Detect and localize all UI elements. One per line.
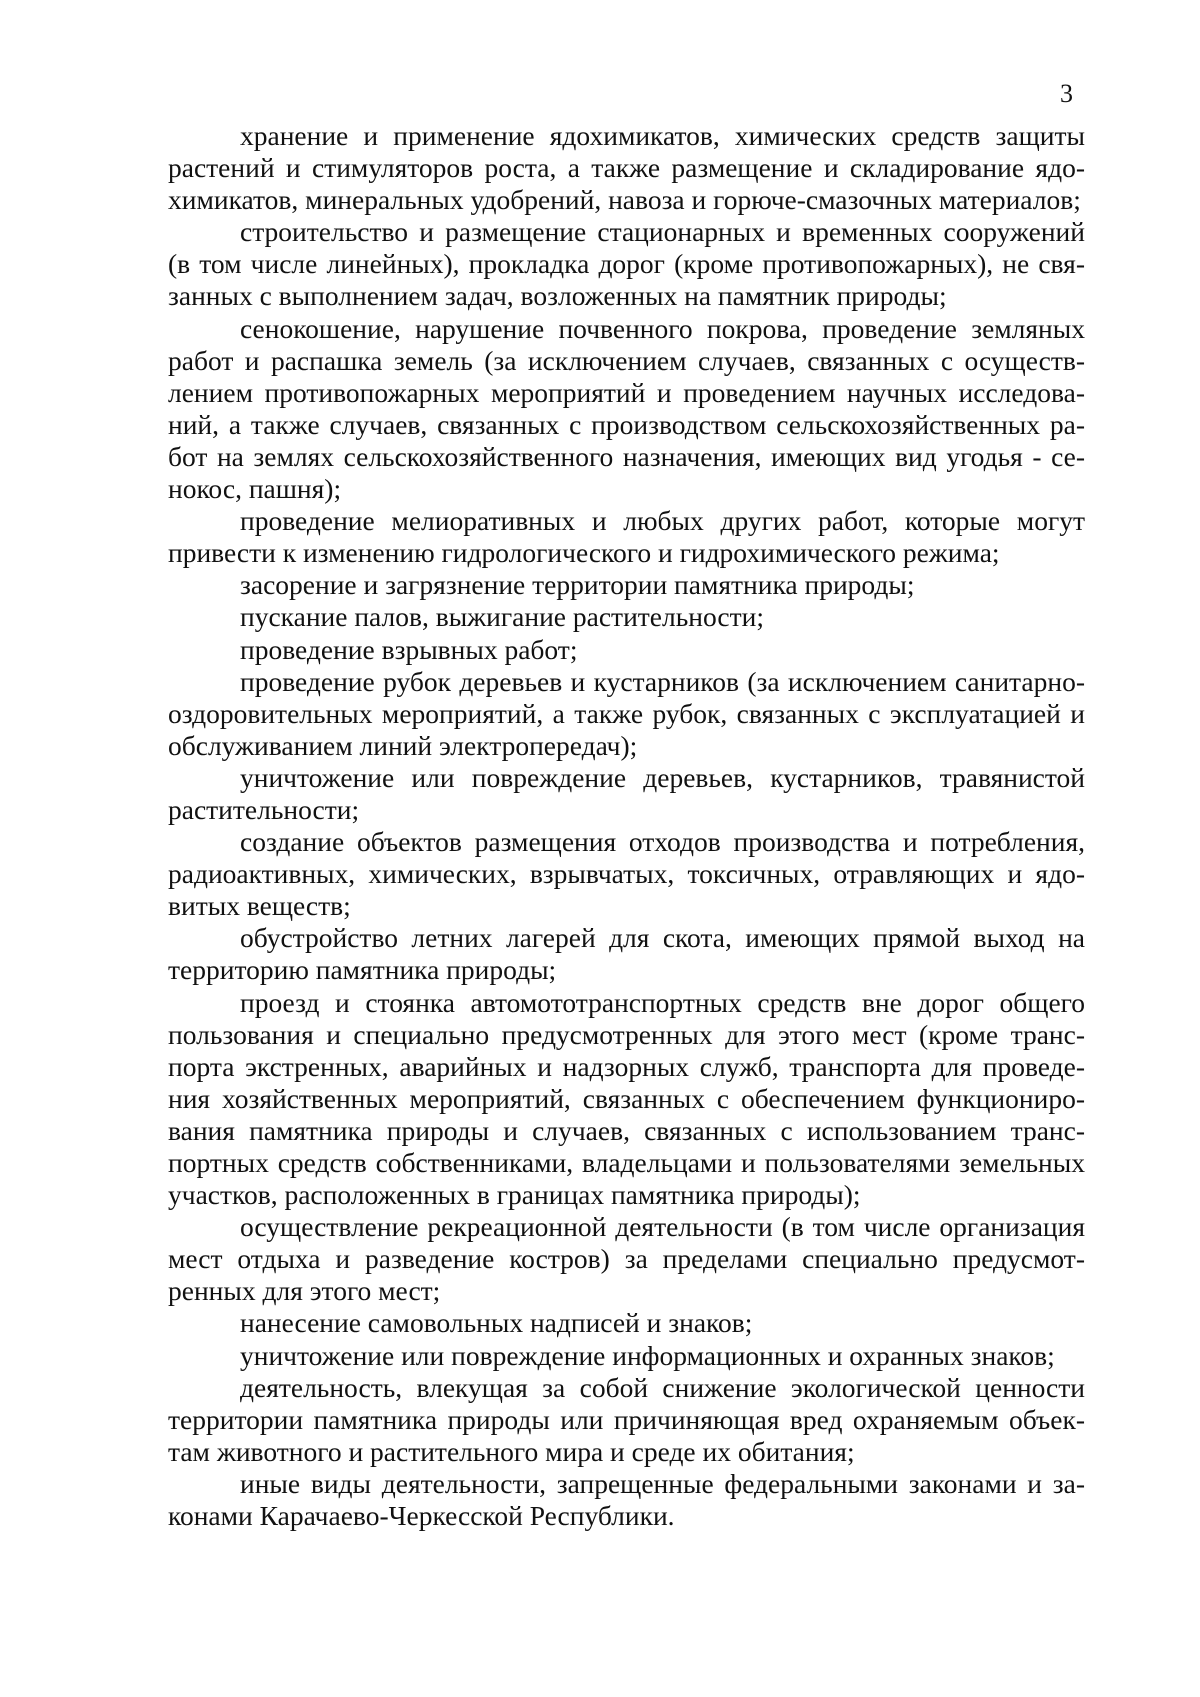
paragraph-haymaking: сенокошение, нарушение почвенного покрова, проведение земляных работ и распашка земель (за исключением случаев, связанных с осуществлением противопожарных мероприятий и проведением научных исследований, а также случаев, связанных с производством сельскохозяйственных работ на землях сельскохозяйственного назначения, имеющих вид угодья - сенокос, пашня); [168,312,1085,505]
paragraph-pesticides: хранение и применение ядохимикатов, химических средств защиты растений и стимуляторов роста, а также размещение и складирование ядохимикатов, минеральных удобрений, навоза и горюче-смазочных материалов; [168,120,1085,216]
paragraph-signs-damage: уничтожение или повреждение информационных и охранных знаков; [240,1339,1055,1371]
document-body [168,120,1085,1532]
paragraph-vegetation-damage: уничтожение или повреждение деревьев, кустарников, травянистой растительности; [168,761,1085,825]
paragraph-littering: засорение и загрязнение территории памятника природы; [240,569,915,601]
paragraph-vehicles: проезд и стоянка автомототранспортных средств вне дорог общего пользования и специально предусмотренных для этого мест (кроме транспорта экстренных, аварийных и надзорных служб, транспорта для проведения хозяйственных мероприятий, связанных с обеспечением функционирования памятника природы и случаев, связанных с использованием транспортных средств собственниками, владельцами и пользователями земельных участков, расположенных в границах памятника природы); [168,986,1085,1211]
paragraph-waste-disposal: создание объектов размещения отходов производства и потребления, радиоактивных, химических, взрывчатых, токсичных, отравляющих и ядовитых веществ; [168,826,1085,922]
page-number: 3 [1060,79,1073,108]
paragraph-other-prohibited: иные виды деятельности, запрещенные федеральными законами и законами Карачаево-Черкесской Республики. [168,1467,1085,1532]
paragraph-livestock-camps: обустройство летних лагерей для скота, имеющих прямой выход на территорию памятника природы; [168,922,1085,986]
paragraph-recreation: осуществление рекреационной деятельности (в том числе организация мест отдыха и разведение костров) за пределами специально предусмотренных для этого мест; [168,1211,1085,1307]
paragraph-ecological-harm: деятельность, влекущая за собой снижение экологической ценности территории памятника природы или причиняющая вред охраняемым объектам животного и растительного мира и среде их обитания; [168,1371,1085,1467]
paragraph-melioration: проведение мелиоративных и любых других работ, которые могут привести к изменению гидрологического и гидрохимического режима; [168,505,1085,569]
paragraph-blasting: проведение взрывных работ; [240,633,578,665]
paragraph-logging: проведение рубок деревьев и кустарников (за исключением санитарно-оздоровительных мероприятий, а также рубок, связанных с эксплуатацией и обслуживанием линий электропередач); [168,665,1085,761]
paragraph-burning: пускание палов, выжигание растительности; [240,601,765,633]
paragraph-construction: строительство и размещение стационарных и временных сооружений (в том числе линейных), прокладка дорог (кроме противопожарных), не связанных с выполнением задач, возложенных на памятник природы; [168,216,1085,312]
paragraph-graffiti: нанесение самовольных надписей и знаков; [240,1307,753,1339]
